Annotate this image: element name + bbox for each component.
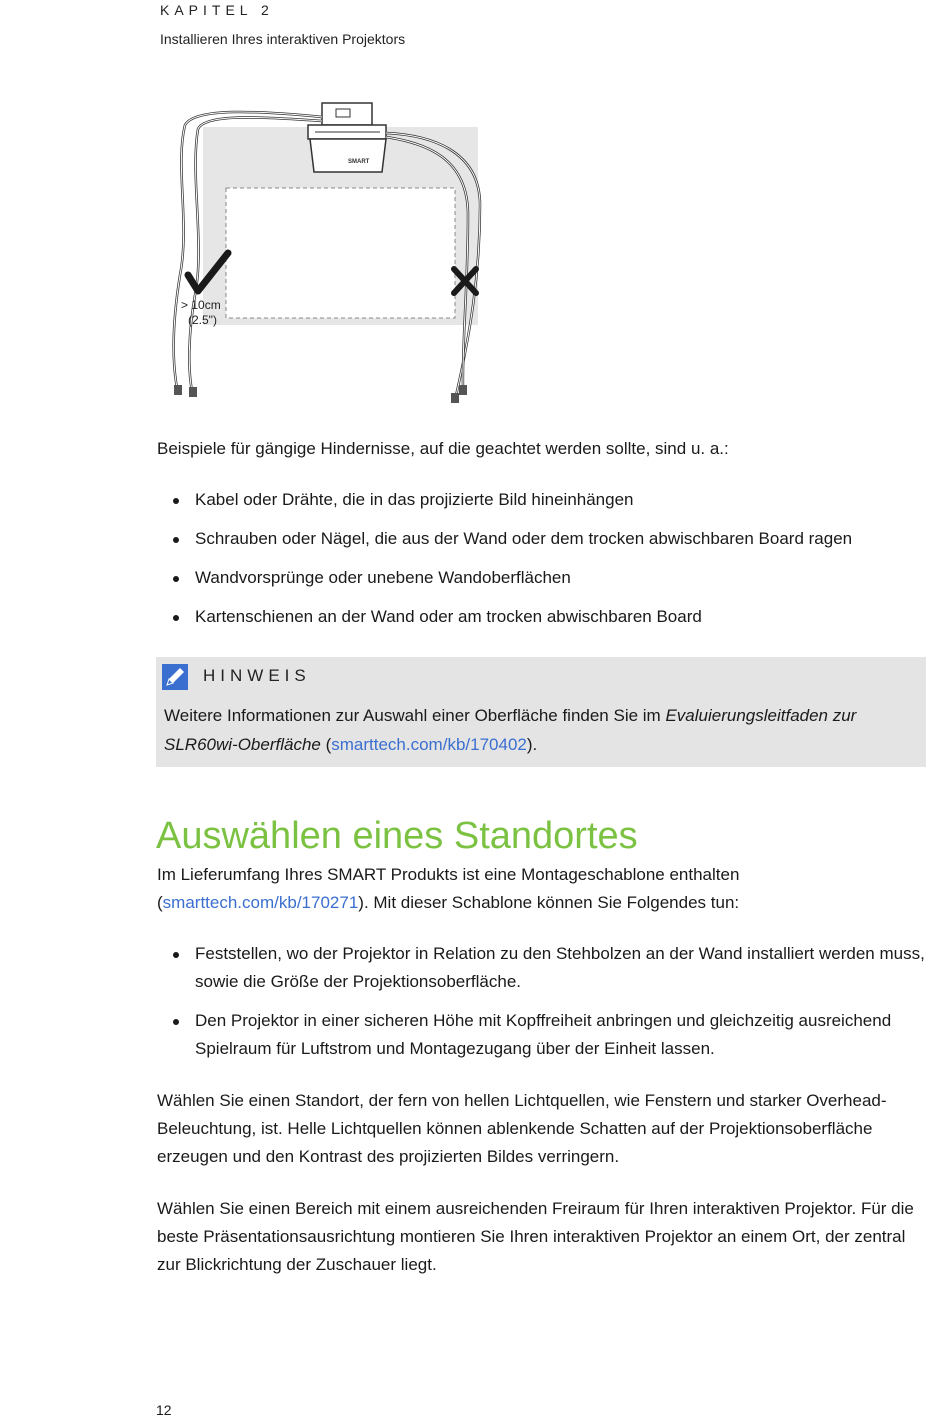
projector-clearance-illustration bbox=[150, 95, 510, 415]
note-title: HINWEIS bbox=[203, 666, 311, 685]
list-item: Wandvorsprünge oder unebene Wandoberflächen bbox=[157, 564, 927, 592]
note-link[interactable]: smarttech.com/kb/170402 bbox=[331, 735, 527, 754]
page-number: 12 bbox=[156, 1402, 172, 1418]
paragraph-clearance: Wählen Sie einen Bereich mit einem ausreichenden Freiraum für Ihren interaktiven Projektor. Für die beste Präsentationsausrichtung montieren Sie Ihren interaktiven Projektor an einem Ort, der zentral zur Blickrichtung der Zuschauer liegt. bbox=[157, 1199, 914, 1274]
guide-title: Evaluierungsleitfaden zur SLR60wi-Oberfläche bbox=[164, 706, 857, 754]
paragraph-light-sources: Wählen Sie einen Standort, der fern von hellen Lichtquellen, wie Fenstern und starker Overhead-Beleuchtung, ist. Helle Lichtquellen können ablenkende Schatten auf der Projektionsoberfläche erzeugen und den Kontrast des projizierten Bildes verringern. bbox=[157, 1091, 887, 1166]
brand-label: SMART bbox=[348, 159, 370, 165]
template-link[interactable]: smarttech.com/kb/170271 bbox=[162, 893, 359, 912]
distance-label: > 10cm bbox=[181, 298, 221, 312]
distance-label-imperial: (2.5") bbox=[188, 313, 217, 327]
note-box bbox=[156, 657, 926, 767]
cable-plug bbox=[174, 385, 182, 395]
cable-plug bbox=[451, 393, 459, 403]
cable-plug bbox=[189, 387, 197, 397]
intro-text: Beispiele für gängige Hindernisse, auf die geachtet werden sollte, sind u. a.: bbox=[157, 439, 729, 458]
list-item: Feststellen, wo der Projektor in Relation zu den Stehbolzen an der Wand installiert werden muss, sowie die Größe der Projektionsoberfläche. bbox=[157, 940, 927, 996]
section-heading: Auswählen eines Standortes bbox=[156, 815, 638, 857]
list-item: Den Projektor in einer sicheren Höhe mit Kopffreiheit anbringen und gleichzeitig ausreichend Spielraum für Luftstrom und Montagezugang über der Einheit lassen. bbox=[157, 1007, 927, 1063]
list-item: Schrauben oder Nägel, die aus der Wand oder dem trocken abwischbaren Board ragen bbox=[157, 525, 927, 553]
obstacle-list bbox=[157, 486, 927, 642]
section-intro: Im Lieferumfang Ihres SMART Produkts ist eine Montageschablone enthalten (smarttech.com/kb/170271). Mit dieser Schablone können Sie Folgendes tun: bbox=[157, 865, 740, 912]
list-item: Kabel oder Drähte, die in das projizierte Bild hineinhängen bbox=[157, 486, 927, 514]
template-uses-list bbox=[157, 940, 927, 1074]
chapter-title: Installieren Ihres interaktiven Projektors bbox=[160, 31, 406, 47]
list-item: Kartenschienen an der Wand oder am trocken abwischbaren Board bbox=[157, 603, 927, 631]
cable-plug bbox=[459, 385, 467, 395]
chapter-label: KAPITEL 2 bbox=[160, 2, 274, 18]
note-text: Weitere Informationen zur Auswahl einer Oberfläche finden Sie im Evaluierungsleitfaden zur SLR60wi-Oberfläche (smarttech.com/kb/170402). bbox=[164, 706, 857, 754]
projection-area bbox=[226, 188, 455, 318]
pencil-icon bbox=[162, 664, 188, 690]
projector-unit bbox=[308, 103, 386, 172]
